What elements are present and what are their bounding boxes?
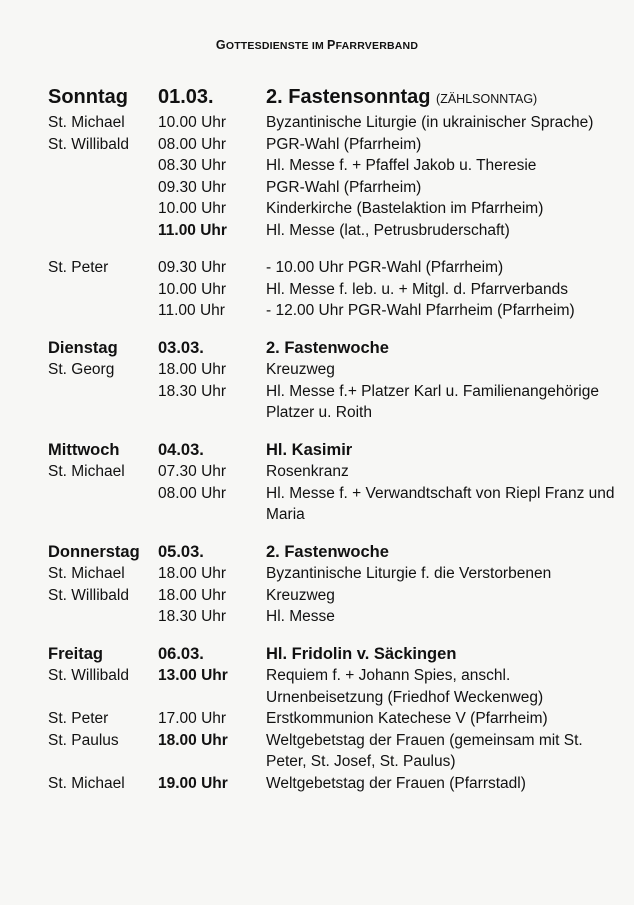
entry-desc: Byzantinische Liturgie f. die Verstorbenen <box>266 565 552 582</box>
entry-time: 19.00 Uhr <box>158 774 228 792</box>
schedule-entry <box>48 112 618 134</box>
day-header <box>48 84 618 112</box>
entry-desc: Kreuzweg <box>266 361 335 378</box>
day-name: Mittwoch <box>48 440 120 459</box>
entry-desc: Weltgebetstag der Frauen (Pfarrstadl) <box>266 774 526 792</box>
entry-place: St. Michael <box>48 463 125 480</box>
day-title: Hl. Fridolin v. Säckingen <box>266 644 457 663</box>
day-donnerstag <box>48 542 618 628</box>
schedule-entry <box>48 155 618 177</box>
day-name: Donnerstag <box>48 542 140 561</box>
entry-desc: Erstkommunion Katechese V (Pfarrheim) <box>266 710 548 727</box>
entry-place: St. Willibald <box>48 586 129 604</box>
schedule-entry <box>48 134 618 156</box>
entry-place: St. Peter <box>48 710 109 727</box>
entry-desc: Rosenkranz <box>266 463 349 480</box>
entry-place: St. Willibald <box>48 135 129 153</box>
entry-time: 09.30 Uhr <box>158 178 227 196</box>
entry-time: 18.00 Uhr <box>158 586 227 604</box>
schedule-entry <box>48 483 618 526</box>
entry-time: 17.00 Uhr <box>158 710 227 727</box>
day-date: 06.03. <box>158 644 204 663</box>
page-title: GOTTESDIENSTE IM PFARRVERBAND <box>215 38 419 52</box>
schedule <box>48 84 618 810</box>
spacer <box>48 241 618 257</box>
day-header <box>48 338 618 360</box>
entry-place: St. Georg <box>48 361 115 378</box>
entry-desc: Hl. Messe f. leb. u. + Mitgl. d. Pfarrverbands <box>266 280 568 298</box>
schedule-entry <box>48 220 618 242</box>
day-name: Dienstag <box>48 338 118 357</box>
entry-place: St. Michael <box>48 774 125 792</box>
day-subtitle: (ZÄHLSONNTAG) <box>436 92 538 106</box>
schedule-entry <box>48 606 618 628</box>
entry-place: St. Michael <box>48 114 125 131</box>
entry-desc: Hl. Messe f. + Pfaffel Jakob u. Theresie <box>266 157 537 174</box>
entry-desc: PGR-Wahl (Pfarrheim) <box>266 135 422 153</box>
entry-time: 09.30 Uhr <box>158 259 227 276</box>
entry-time: 10.00 Uhr <box>158 200 227 217</box>
entry-time: 08.00 Uhr <box>158 484 227 502</box>
entry-time: 08.00 Uhr <box>158 135 227 153</box>
entry-desc: Hl. Messe f.+ Platzer Karl u. Familienangehörige Platzer u. Roith <box>266 382 599 421</box>
schedule-entry <box>48 585 618 607</box>
day-title: 2. Fastensonntag (ZÄHLSONNTAG) <box>266 86 538 108</box>
day-header <box>48 644 618 666</box>
entry-desc: Kreuzweg <box>266 586 335 604</box>
entry-time: 18.30 Uhr <box>158 608 227 625</box>
day-title: 2. Fastenwoche <box>266 338 389 357</box>
day-date: 04.03. <box>158 440 204 459</box>
entry-desc: Kinderkirche (Bastelaktion im Pfarrheim) <box>266 200 544 217</box>
day-date: 05.03. <box>158 542 204 561</box>
entry-time: 18.00 Uhr <box>158 361 227 378</box>
day-freitag <box>48 644 618 795</box>
entry-desc: PGR-Wahl (Pfarrheim) <box>266 178 422 196</box>
schedule-entry <box>48 198 618 220</box>
day-name: Sonntag <box>48 86 128 108</box>
entry-time: 08.30 Uhr <box>158 157 227 174</box>
day-date: 01.03. <box>158 86 214 108</box>
day-title: 2. Fastenwoche <box>266 542 389 561</box>
day-header <box>48 440 618 462</box>
entry-time: 10.00 Uhr <box>158 280 227 298</box>
schedule-entry <box>48 177 618 199</box>
entry-place: St. Willibald <box>48 667 129 684</box>
schedule-entry <box>48 665 618 708</box>
entry-desc: Hl. Messe <box>266 608 335 625</box>
entry-place: St. Peter <box>48 259 109 276</box>
day-title: Hl. Kasimir <box>266 440 353 459</box>
schedule-entry <box>48 381 618 424</box>
day-name: Freitag <box>48 644 104 663</box>
entry-desc: Weltgebetstag der Frauen (gemeinsam mit St. Peter, St. Josef, St. Paulus) <box>266 731 583 770</box>
entry-place: St. Michael <box>48 565 125 582</box>
day-mittwoch <box>48 440 618 526</box>
entry-time: 18.00 Uhr <box>158 731 228 749</box>
entry-time: 11.00 Uhr <box>158 221 227 239</box>
entry-desc: Requiem f. + Johann Spies, anschl. Urnenbeisetzung (Friedhof Weckenweg) <box>266 667 544 706</box>
entry-desc: - 12.00 Uhr PGR-Wahl Pfarrheim (Pfarrheim) <box>266 302 575 319</box>
schedule-entry <box>48 708 618 730</box>
entry-time: 11.00 Uhr <box>158 302 225 319</box>
entry-time: 18.30 Uhr <box>158 382 227 400</box>
entry-time: 18.00 Uhr <box>158 565 227 582</box>
entry-time: 10.00 Uhr <box>158 114 227 131</box>
entry-time: 13.00 Uhr <box>158 667 228 684</box>
schedule-entry <box>48 359 618 381</box>
schedule-entry <box>48 563 618 585</box>
entry-place: St. Paulus <box>48 731 119 749</box>
entry-desc: Byzantinische Liturgie (in ukrainischer Sprache) <box>266 114 594 131</box>
entry-desc: Hl. Messe (lat., Petrusbruderschaft) <box>266 221 510 239</box>
schedule-entry <box>48 461 618 483</box>
entry-time: 07.30 Uhr <box>158 463 227 480</box>
schedule-entry <box>48 730 618 773</box>
day-sonntag <box>48 84 618 322</box>
entry-desc: - 10.00 Uhr PGR-Wahl (Pfarrheim) <box>266 259 504 276</box>
schedule-entry <box>48 773 618 795</box>
day-date: 03.03. <box>158 338 204 357</box>
schedule-entry <box>48 300 618 322</box>
entry-desc: Hl. Messe f. + Verwandtschaft von Riepl Franz und Maria <box>266 484 615 523</box>
schedule-entry <box>48 257 618 279</box>
schedule-entry <box>48 279 618 301</box>
day-dienstag <box>48 338 618 424</box>
day-header <box>48 542 618 564</box>
